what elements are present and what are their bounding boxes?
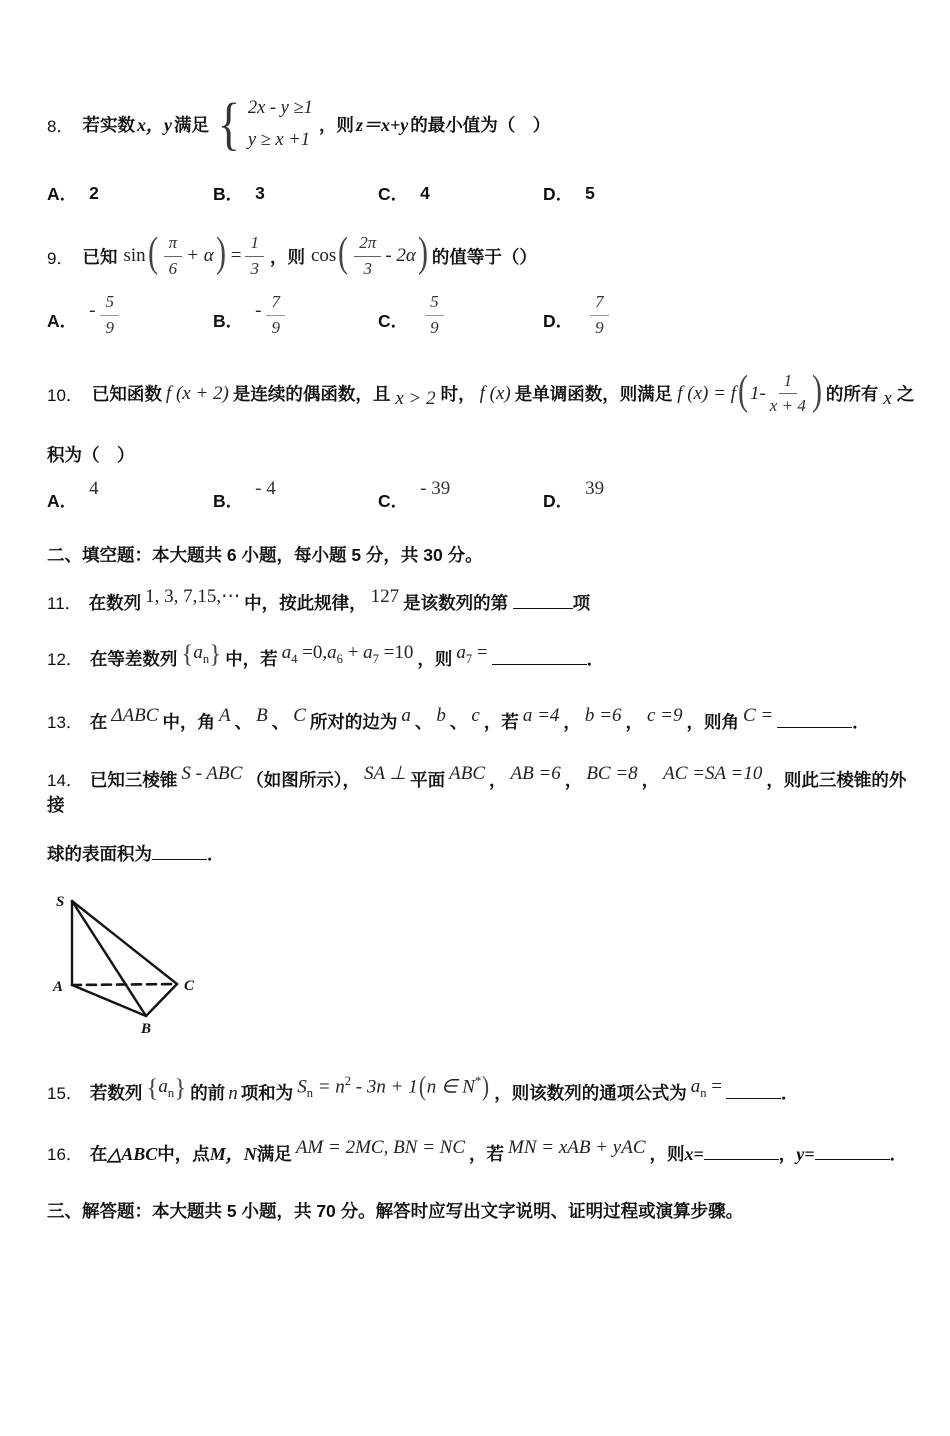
q10-fx2: f (x + 2): [165, 382, 229, 404]
q13-side-b: b: [436, 705, 446, 727]
minus-sign: -: [255, 300, 262, 322]
q8-option-d-label: D．: [543, 183, 574, 204]
q12-eq-10: =10: [378, 642, 414, 664]
q12-a: a: [193, 642, 203, 664]
section-2-header: 二、填空题：本大题共 6 小题，每小题 5 分，共 30 分。: [47, 545, 483, 566]
q10-text-6: 之: [896, 384, 915, 405]
q14-text-5: 球的表面积为: [47, 844, 152, 865]
fraction-2pi-3: [354, 232, 381, 281]
q9-option-a-label: A．: [47, 310, 78, 331]
figure-tetrahedron: [49, 880, 229, 1038]
right-brace: }: [174, 1075, 187, 1103]
q13-side-c: c: [471, 705, 480, 727]
q11-text-1: 在数列: [88, 593, 142, 614]
q11-term-127: 127: [370, 586, 400, 608]
vertex-label-C: C: [184, 978, 195, 995]
q14-text-2: （如图所示），: [246, 770, 361, 791]
q13-text-2: 中，角: [162, 712, 215, 733]
fraction-numerator: 2π: [354, 232, 381, 257]
edge-SC: [72, 901, 177, 984]
right-paren: ): [811, 367, 822, 414]
left-paren: (: [147, 230, 158, 277]
q10-text-4: 是单调函数，则满足: [514, 384, 673, 405]
q13-sep-4: 、: [449, 712, 468, 733]
q8-option-b-label: B．: [213, 183, 244, 204]
q11-number: 11．: [47, 594, 82, 614]
q12-a7b: a: [456, 642, 466, 664]
left-paren: (: [418, 1070, 426, 1101]
q12-sub-n: n: [202, 652, 210, 667]
q10-text-7: 积为（ ）: [47, 445, 135, 466]
q13-period: ．: [852, 712, 870, 733]
q9-option-d-label: D．: [543, 310, 574, 331]
q8-objective: z＝x+y: [355, 115, 409, 136]
question-11: [47, 586, 910, 615]
fraction-denominator: x + 4: [769, 396, 806, 416]
right-paren: ): [482, 1070, 490, 1101]
q16-text-5: ，则: [649, 1144, 685, 1165]
q15-an-sub: n: [700, 1086, 707, 1101]
q9-minus-2alpha: - 2α: [385, 245, 416, 267]
q14-bc8: BC =8: [586, 763, 638, 785]
option-fraction: [266, 291, 285, 340]
q15-blank: [726, 1085, 781, 1099]
q10-option-a: [47, 477, 213, 512]
q14-comma-1: ，: [489, 770, 507, 791]
q16-triangle-abc: △ABC: [107, 1144, 158, 1165]
q10-option-b-label: B．: [213, 491, 244, 512]
left-paren: (: [737, 367, 749, 414]
q10-fx: f (x): [479, 382, 511, 404]
option-fraction: [100, 291, 119, 340]
q9-plus-alpha: + α: [186, 245, 214, 267]
fraction-denominator: 6: [168, 258, 178, 278]
q8-text-4: 的最小值为（ ）: [410, 114, 551, 135]
q15-text-2: 的前: [190, 1083, 226, 1104]
q13-angle-a: A: [218, 705, 231, 727]
q14-continuation: [47, 841, 910, 866]
q12-sub-7: 7: [372, 652, 379, 667]
q13-blank: [777, 714, 852, 728]
inequality-system: [215, 92, 313, 157]
q12-blank: [492, 651, 587, 665]
q11-text-2: 中，按此规律，: [244, 593, 367, 614]
fraction-denominator: 9: [105, 317, 114, 337]
q9-option-a: [47, 291, 213, 340]
q15-n: n: [228, 1083, 238, 1105]
q15-a: a: [158, 1076, 168, 1098]
q16-period: ．: [889, 1144, 908, 1165]
q8-option-b: [213, 181, 378, 206]
left-brace: {: [181, 641, 194, 669]
q12-text-3: ，则: [417, 649, 453, 670]
q12-number: 12．: [47, 650, 83, 670]
q14-comma-3: ，: [641, 770, 660, 791]
q13-comma-2: ，: [625, 712, 643, 733]
question-13: [47, 705, 910, 734]
question-15: [47, 1070, 910, 1110]
q9-number: 9．: [47, 248, 74, 268]
q14-text-1: 已知三棱锥: [89, 770, 178, 791]
q14-figure: [49, 880, 910, 1043]
q10-options: [47, 477, 910, 512]
q14-s-abc: S - ABC: [181, 763, 243, 785]
q14-text-4: ，则此三棱锥的外接: [47, 770, 907, 816]
right-paren: ): [215, 230, 226, 277]
q8-options: [47, 181, 910, 206]
q8-option-d: [543, 181, 910, 206]
q15-equals: =: [706, 1076, 722, 1098]
q13-text-1: 在: [89, 712, 108, 733]
edge-SB: [72, 901, 146, 1016]
q15-sequence-an: [146, 1075, 186, 1103]
q10-one-minus: 1-: [749, 382, 766, 404]
q10-x: x: [883, 387, 892, 409]
q10-text-3: 时，: [440, 384, 476, 405]
fraction-numerator: 5: [100, 291, 119, 316]
q9-options: [47, 291, 910, 340]
fraction-denominator: 9: [430, 317, 439, 337]
fraction-numerator: 7: [590, 291, 609, 316]
q15-number: 15．: [47, 1084, 83, 1104]
edge-BC: [146, 984, 177, 1016]
q11-blank: [513, 595, 573, 609]
question-12: [47, 641, 910, 676]
q15-squared: 2: [344, 1074, 352, 1089]
left-brace: {: [146, 1075, 159, 1103]
q16-vector-conditions: AM = 2MC, BN = NC: [295, 1137, 466, 1159]
q14-sa-perp: SA ⊥: [364, 763, 407, 785]
fraction-denominator: 9: [595, 317, 604, 337]
question-16: [47, 1137, 910, 1166]
fraction-numerator: 7: [266, 291, 285, 316]
q9-text-3: 的值等于（）: [431, 246, 537, 267]
q10-text-2: 是连续的偶函数，且: [232, 384, 391, 405]
question-9: [47, 232, 910, 281]
q9-option-c: [378, 291, 543, 340]
q14-comma-2: ，: [564, 770, 583, 791]
q15-sub-n: n: [167, 1086, 175, 1101]
q12-equals: =: [472, 642, 488, 664]
question-14: [47, 763, 910, 817]
q10-option-a-value: 4: [89, 477, 99, 499]
q13-side-a: a: [401, 705, 411, 727]
q16-number: 16．: [47, 1145, 83, 1165]
q15-text-1: 若数列: [89, 1083, 143, 1104]
q16-blank-y: [815, 1146, 890, 1160]
q10-option-b-value: - 4: [255, 477, 276, 499]
q15-star: *: [474, 1074, 482, 1089]
vertex-label-A: A: [53, 979, 64, 996]
q16-comma: ，: [778, 1144, 797, 1165]
q9-text-1: 已知: [82, 246, 118, 267]
q10-option-a-label: A．: [47, 491, 78, 512]
q13-angle-b: B: [256, 705, 268, 727]
q8-variables: x，y: [136, 115, 172, 136]
q8-text-1: 若实数: [82, 114, 135, 135]
q14-text-3: 平面: [410, 770, 446, 791]
q12-sequence-an: [181, 641, 221, 669]
q16-blank-x: [704, 1146, 779, 1160]
vertex-label-S: S: [56, 894, 65, 911]
q10-option-d-value: 39: [585, 477, 605, 499]
left-paren: (: [338, 230, 349, 277]
q12-sub-6: 6: [336, 652, 343, 667]
q9-option-b: [213, 291, 378, 340]
q14-ab6: AB =6: [510, 763, 561, 785]
q15-sum-formula: [297, 1070, 490, 1101]
q13-comma-1: ，: [563, 712, 581, 733]
q10-number: 10．: [47, 386, 83, 406]
fraction-1-3: [245, 232, 264, 281]
q15-minus-3n-1: - 3n + 1: [351, 1076, 418, 1098]
q13-angle-c-eq: C =: [742, 705, 774, 727]
q13-triangle-abc: ΔABC: [111, 705, 159, 727]
q8-option-b-value: 3: [255, 182, 265, 203]
right-paren: ): [417, 230, 428, 277]
q10-option-c-label: C．: [378, 491, 409, 512]
q13-number: 13．: [47, 713, 83, 733]
q15-sum-sub-n: n: [306, 1086, 313, 1101]
edge-AC-dashed: [72, 984, 177, 985]
q15-an: a: [690, 1076, 701, 1098]
q13-text-3: 所对的边为: [309, 712, 398, 733]
section-3-header: 三、解答题：本大题共 5 小题，共 70 分。解答时应写出文字说明、证明过程或演算步骤。: [47, 1201, 744, 1222]
cos-function: cos: [310, 245, 337, 267]
q15-general-term: [691, 1076, 722, 1101]
q13-sep-2: 、: [271, 712, 290, 733]
q16-text-2: 中，点: [157, 1144, 210, 1165]
system-lines: [248, 92, 313, 157]
system-brace: {: [217, 91, 241, 157]
q8-number: 8．: [47, 116, 74, 136]
q9-option-d: [543, 291, 910, 340]
q15-S: S: [297, 1076, 307, 1098]
q10-equation-head: f (x) = f: [677, 382, 736, 404]
q8-option-c: [378, 181, 543, 206]
q13-eq-b6: b =6: [584, 705, 622, 727]
document-page: [0, 92, 950, 1223]
q10-option-b: [213, 477, 378, 512]
q12-conditions: [282, 642, 414, 667]
q15-text-4: ，则该数列的通项公式为: [494, 1083, 687, 1104]
q12-sub-4: 4: [291, 652, 298, 667]
q9-equals: =: [230, 245, 242, 267]
q14-ac-sa10: AC =SA =10: [663, 763, 763, 785]
q15-period: ．: [780, 1083, 799, 1104]
q8-option-c-value: 4: [420, 182, 430, 203]
question-8: [47, 92, 910, 157]
q8-text-2: 满足: [173, 114, 209, 135]
fraction-numerator: π: [164, 232, 183, 257]
q10-option-d-label: D．: [543, 491, 574, 512]
q8-option-a-value: 2: [89, 182, 99, 203]
q9-option-c-label: C．: [378, 310, 409, 331]
q14-plane-abc: ABC: [449, 763, 486, 785]
right-brace: }: [209, 641, 222, 669]
q16-text-3: 满足: [256, 1144, 292, 1165]
q13-eq-c9: c =9: [646, 705, 683, 727]
q16-text-4: ，若: [469, 1144, 505, 1165]
q9-option-b-label: B．: [213, 310, 244, 331]
q13-sep-1: 、: [234, 712, 253, 733]
system-line-2: y ≥ x +1: [247, 130, 310, 151]
q13-angle-c: C: [293, 705, 306, 727]
q16-points-mn: M，N: [209, 1144, 257, 1165]
q13-text-5: ，则角: [686, 712, 739, 733]
q12-period: ．: [586, 649, 605, 670]
option-fraction: [590, 291, 609, 340]
q8-option-c-label: C．: [378, 183, 409, 204]
q12-plus: +: [342, 642, 364, 664]
q8-option-a: [47, 181, 213, 206]
system-line-1: 2x - y ≥1: [247, 98, 313, 118]
q15-eq-n: = n: [312, 1076, 345, 1098]
q8-text-3: ，则: [318, 114, 354, 135]
fraction-numerator: 1: [245, 232, 264, 257]
q8-option-a-label: A．: [47, 183, 78, 204]
q10-text-1: 已知函数: [91, 384, 162, 405]
q12-text-2: 中，若: [225, 649, 278, 670]
q11-text-4: 项: [572, 593, 591, 614]
q10-option-c-value: - 39: [420, 477, 451, 499]
q11-text-3: 是该数列的第: [403, 593, 509, 614]
fraction-numerator: 1: [779, 370, 798, 395]
q10-continuation: [47, 442, 910, 467]
q11-sequence: 1, 3, 7,15,⋯: [145, 586, 241, 608]
question-10: [47, 367, 915, 419]
q14-period: ．: [207, 844, 225, 865]
minus-sign: -: [89, 300, 96, 322]
fraction-denominator: 3: [250, 258, 259, 278]
q16-y-equals: y=: [796, 1144, 815, 1165]
fraction-numerator: 5: [425, 291, 444, 316]
fraction-denominator: 9: [271, 317, 280, 337]
q10-xgt2: x > 2: [395, 387, 436, 409]
q14-number: 14．: [47, 771, 83, 791]
sin-function: sin: [123, 245, 146, 267]
q16-vector-equation: MN = xAB + yAC: [508, 1137, 646, 1159]
q16-x-equals: x=: [684, 1144, 704, 1165]
fraction-1-x4: [770, 370, 806, 419]
q13-eq-a4: a =4: [522, 705, 560, 727]
q12-text-1: 在等差数列: [89, 649, 178, 670]
option-fraction: [425, 291, 444, 340]
q9-text-2: ，则: [269, 246, 305, 267]
q10-option-d: [543, 477, 910, 512]
q13-sep-3: 、: [414, 712, 433, 733]
q12-target: [456, 642, 487, 667]
q10-text-5: 的所有: [825, 384, 879, 405]
q13-text-4: ，若: [483, 712, 519, 733]
fraction-denominator: 3: [363, 258, 373, 278]
q15-n-in-N: n ∈ N: [426, 1076, 475, 1098]
fraction-pi-6: [164, 232, 183, 281]
q12-a4: a: [281, 642, 292, 664]
q14-blank: [152, 846, 207, 860]
q12-sub-7b: 7: [465, 652, 473, 667]
q16-text-1: 在: [89, 1144, 108, 1165]
q12-a7: a: [363, 642, 373, 664]
q12-a6: a: [327, 642, 337, 664]
q15-text-3: 项和为: [240, 1083, 294, 1104]
q10-option-c: [378, 477, 543, 512]
vertex-label-B: B: [141, 1021, 152, 1038]
q12-eq-0: =0,: [297, 642, 328, 664]
q8-option-d-value: 5: [585, 182, 595, 203]
